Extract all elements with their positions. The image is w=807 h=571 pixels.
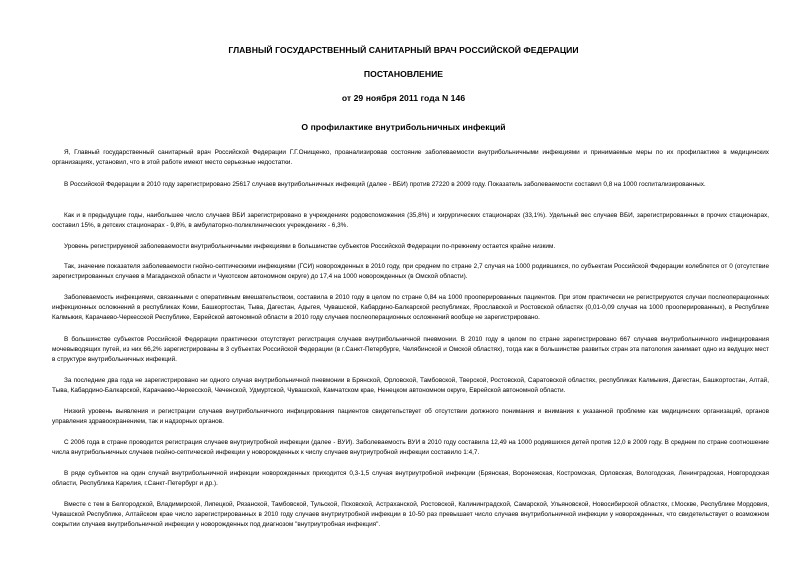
document-date-number: от 29 ноября 2011 года N 146 <box>341 93 466 103</box>
paragraph-12: Вместе с тем в Белгородской, Владимирской, Липецкой, Рязанской, Тамбовской, Тульской, Псковской, Астраханской, Ростовской, Калининградской, Самарской, Ульяновской, Новосибирской областях, г.Москве, Республике Мордовия, Чувашской Республике, Алтайском крае число зарегистрированных в 2010 году случаев внутриутробной инфекции в 10-50 раз превышает число случаев внутрибольничной инфекции у новорожденных, что свидетельствует о возможном сокрытии случаев внутрибольничной инфекции у новорожденных под диагнозом "внутриутробная инфекция". <box>52 501 769 529</box>
paragraph-8: За последние два года не зарегистрировано ни одного случая внутрибольничной пневмонии в Брянской, Орловской, Тамбовской, Тверской, Ростовской, Саратовской областях, республиках Калмыкия, Дагестан, Башкортостан, Алтай, Тыва, Кабардино-Балкарской, Карачаево-Черкесской, Чеченской, Удмуртской, Чувашской, Камчатском крае, Ненецком автономном округе, Еврейской автономной области. <box>52 377 769 395</box>
paragraph-7: В большинстве субъектов Российской Федерации практически отсутствует регистрация случаев внутрибольничной пневмонии. В 2010 году в целом по стране зарегистрировано 667 случаев внутрибольничного инфицирования мочевыводящих путей, из них 66,2% зарегистрированы в 3 субъектах Российской Федерации (в г.Санкт-Петербурге, Челябинской и Омской областях), тогда как в большинстве развитых стран эта патология занимает одно из ведущих мест в структуре внутрибольничных инфекций. <box>52 336 769 364</box>
issuing-authority: ГЛАВНЫЙ ГОСУДАРСТВЕННЫЙ САНИТАРНЫЙ ВРАЧ РОССИЙСКОЙ ФЕДЕРАЦИИ <box>228 45 579 55</box>
document-title: О профилактике внутрибольничных инфекций <box>301 122 506 132</box>
paragraph-1: Я, Главный государственный санитарный врач Российской Федерации Г.Г.Онищенко, проанализировав состояние заболеваемости внутрибольничными инфекциями и принимаемые меры по их профилактике в медицинских организациях, установил, что в этой работе имеют место серьезные недостатки. <box>52 149 769 167</box>
document-type: ПОСТАНОВЛЕНИЕ <box>363 69 444 79</box>
paragraph-9: Низкий уровень выявления и регистрации случаев внутрибольничного инфицирования пациентов свидетельствует об отсутствии должного понимания и внимания к указанной проблеме как медицинских организаций, органов управления здравоохранением, так и надзорных органов. <box>52 408 769 426</box>
paragraph-11: В ряде субъектов на один случай внутрибольничной инфекции новорожденных приходится 0,3-1,5 случая внутриутробной инфекции (Брянская, Воронежская, Костромская, Орловская, Вологодская, Ленинградская, Новгородская области, Республика Карелия, г.Санкт-Петербург и др.). <box>52 470 769 488</box>
paragraph-6: Заболеваемость инфекциями, связанными с оперативным вмешательством, составила в 2010 году в целом по стране 0,84 на 1000 прооперированных пациентов. При этом практически не регистрируются случаи послеоперационных инфекционных осложнений в республиках Коми, Башкортостан, Тыва, Дагестан, Адыгея, Чувашской, Кабардино-Балкарской республиках, Ярославской и Ростовской областях (0,01-0,09 случая на 1000 прооперированных), в Республике Калмыкия, Карачаево-Черкесской Республике, Еврейской автономной области в 2010 году случаев послеоперационных осложнений вообще не зарегистрировано. <box>52 294 769 322</box>
paragraph-10: С 2006 года в стране проводится регистрация случаев внутриутробной инфекции (далее - ВУИ). Заболеваемость ВУИ в 2010 году составила 12,49 на 1000 родившихся детей против 12,0 в 2009 году. В среднем по стране соотношение числа внутрибольничных случаев гнойно-септической инфекции у новорожденных к числу случаев внутриутробной инфекции составило 1:4,7. <box>52 439 769 457</box>
paragraph-3: Как и в предыдущие годы, наибольшее число случаев ВБИ зарегистрировано в учреждениях родовспоможения (35,8%) и хирургических стационарах (33,1%). Удельный вес случаев ВБИ, зарегистрированных в прочих стационарах, составил 15%, в детских стационарах - 9,8%, в амбулаторно-поликлинических учреждениях - 6,3%. <box>52 212 769 230</box>
paragraph-5: Так, значение показателя заболеваемости гнойно-септическими инфекциями (ГСИ) новорожденных в 2010 году, при среднем по стране 2,7 случая на 1000 родившихся, по субъектам Российской Федерации колеблется от 0 (отсутствие зарегистрированных случаев в Магаданской области и Чукотском автономном округе) до 17,4 на 1000 новорожденных (в Омской области). <box>52 263 769 281</box>
paragraph-2: В Российской Федерации в 2010 году зарегистрировано 25617 случаев внутрибольничных инфекций (далее - ВБИ) против 27220 в 2009 году. Показатель заболеваемости составил 0,8 на 1000 госпитализированных. <box>64 181 706 188</box>
paragraph-4: Уровень регистрируемой заболеваемости внутрибольничными инфекциями в большинстве субъектов Российской Федерации по-прежнему остается крайне низким. <box>64 243 556 250</box>
